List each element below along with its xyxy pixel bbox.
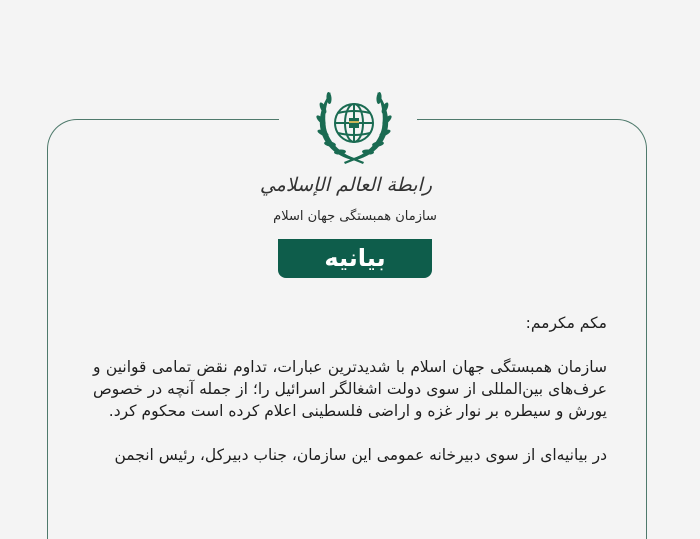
salutation: مکم مکرمم: <box>525 314 607 332</box>
paragraph: در بیانیه‌ای از سوی دبیرخانه عمومی این سازمان، جناب دبیرکل، رئیس انجمن <box>114 446 607 464</box>
statement-badge <box>278 239 432 278</box>
laurel-globe-kaaba-icon <box>314 86 394 164</box>
org-name-persian: سازمان همبستگی جهان اسلام <box>273 209 437 224</box>
paragraph: سازمان همبستگی جهان اسلام با شدیدترین عبارات، تداوم نقض تمامی قوانین و عرف‌های بین‌المللی از سوی دولت اشغالگر اسرائیل را؛ از جمله آنچه در خصوص یورش و سیطره بر نوار غزه و اراضی فلسطینی اعلام کرده است محکوم کرد. <box>93 358 607 420</box>
statement-badge-label: بیانیه <box>324 244 386 272</box>
org-name-arabic: رابطة العالم الإسلامي <box>259 174 432 196</box>
statement-body <box>93 312 607 488</box>
